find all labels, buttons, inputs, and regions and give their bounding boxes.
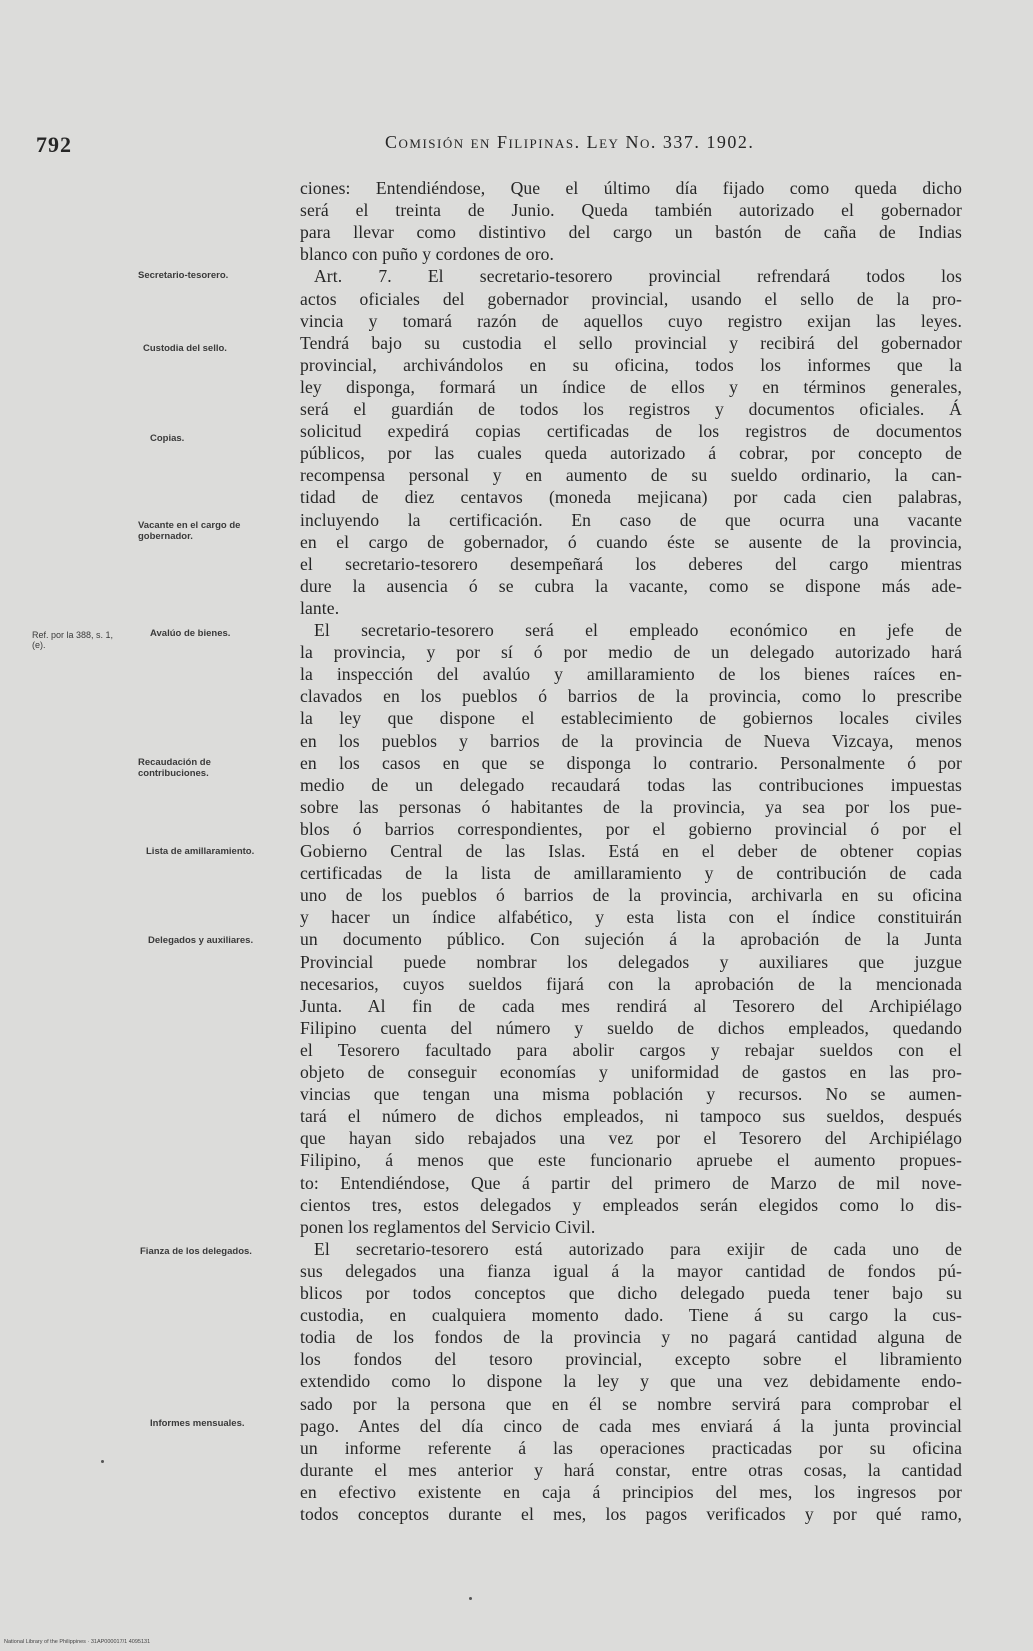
paper-speck <box>101 1460 104 1463</box>
body-line: certificadas de la lista de amillaramiento y de contribución de cada <box>300 863 962 884</box>
body-line: blos ó barrios correspondientes, por el gobierno provincial ó por el <box>300 818 962 839</box>
body-line: incluyendo la certificación. En caso de que ocurra una vacante <box>300 509 962 530</box>
body-line: tidad de diez centavos (moneda mejicana) por cada cien palabras, <box>300 487 962 508</box>
body-line: el Tesorero facultado para abolir cargos y rebajar sueldos con el <box>300 1039 962 1060</box>
marginal-note: Copias. <box>150 433 185 444</box>
marginal-note: Recaudación de contribuciones. <box>138 757 211 779</box>
body-line: recompensa personal y en aumento de su sueldo ordinario, la can- <box>300 465 962 486</box>
body-line: sado por la persona que en él se nombre servirá para comprobar el <box>300 1393 962 1414</box>
body-line: será el treinta de Junio. Queda también autorizado el gobernador <box>300 200 962 221</box>
body-line: Filipino cuenta del número y sueldo de dichos empleados, quedando <box>300 1017 962 1038</box>
body-line: todos conceptos durante el mes, los pagos verificados y por qué ramo, <box>300 1504 962 1524</box>
body-line: la inspección del avalúo y amillaramiento de los bienes raíces en- <box>300 664 962 685</box>
body-line: custodia, en cualquiera momento dado. Tiene á su cargo la cus- <box>300 1305 962 1326</box>
body-line: vincias que tengan una misma población y recursos. No se aumen- <box>300 1084 962 1105</box>
body-line: necesarios, cuyos sueldos fijará con la aprobación de la mencionada <box>300 973 962 994</box>
body-line: dure la ausencia ó se cubra la vacante, como se dispone más ade- <box>300 575 962 596</box>
body-line: en efectivo existente en caja á principios del mes, los ingresos por <box>300 1481 962 1502</box>
body-line: provincial, archivándolos en su oficina, todos los informes que la <box>300 354 962 375</box>
body-line: y hacer un índice alfabético, y esta lista con el índice constituirán <box>300 907 962 928</box>
body-line: durante el mes anterior y hará constar, entre otras cosas, la cantidad <box>300 1459 962 1480</box>
body-line: El secretario-tesorero está autorizado para exijir de cada uno de <box>314 1238 962 1259</box>
body-line: Filipino, á menos que este funcionario apruebe el aumento propues- <box>300 1150 962 1171</box>
body-line: cientos tres, estos delegados y empleados serán elegidos como lo dis- <box>300 1194 962 1215</box>
body-line: la ley que dispone el establecimiento de gobiernos locales civiles <box>300 708 962 729</box>
body-line: ciones: Entendiéndose, Que el último día fijado como queda dicho <box>300 178 962 198</box>
page-number: 792 <box>36 132 72 157</box>
body-line: solicitud expedirá copias certificadas de los registros de documentos <box>300 421 962 442</box>
marginal-note: Informes mensuales. <box>150 1418 245 1429</box>
body-line: blanco con puño y cordones de oro. <box>300 244 555 265</box>
body-line: públicos, por las cuales queda autorizado á cobrar, por concepto de <box>300 443 962 464</box>
body-line: medio de un delegado recaudará todas las contribuciones impuestas <box>300 774 962 795</box>
body-line: los fondos del tesoro provincial, excepto sobre el libramiento <box>300 1349 962 1370</box>
body-line: en los casos en que se disponga lo contrario. Personalmente ó por <box>300 752 962 773</box>
body-line: actos oficiales del gobernador provincial, usando el sello de la pro- <box>300 288 962 309</box>
body-line: sobre las personas ó habitantes de la provincia, ya sea por los pue- <box>300 796 962 817</box>
body-line: en los pueblos y barrios de la provincia de Nueva Vizcaya, menos <box>300 730 962 751</box>
body-line: lante. <box>300 597 340 618</box>
body-line: que hayan sido rebajados una vez por el Tesorero del Archipiélago <box>300 1128 962 1149</box>
marginal-note: Custodia del sello. <box>143 343 227 354</box>
body-line: vincia y tomará razón de aquellos cuyo registro exijan las leyes. <box>300 310 962 331</box>
body-line: clavados en los pueblos ó barrios de la provincia, como lo prescribe <box>300 686 962 707</box>
body-line: objeto de conseguir economías y uniformidad de gastos en las pro- <box>300 1062 962 1082</box>
reference-note: Ref. por la 388, s. 1, (e). <box>32 630 114 650</box>
body-line: todia de los fondos de la provincia y no pagará cantidad alguna de <box>300 1327 962 1348</box>
marginal-note: Secretario-tesorero. <box>138 270 229 281</box>
body-line: to: Entendiéndose, Que á partir del primero de Marzo de mil nove- <box>300 1172 962 1193</box>
body-line: sus delegados una fianza igual á la mayor cantidad de fondos pú- <box>300 1260 962 1281</box>
marginal-note: Vacante en el cargo de gobernador. <box>138 520 241 542</box>
body-line: uno de los pueblos ó barrios de la provincia, archivarla en su oficina <box>300 885 962 906</box>
body-line: tará el número de dichos empleados, ni tampoco sus sueldos, después <box>300 1106 962 1127</box>
body-line: ley disponga, formará un índice de ellos y en términos generales, <box>300 376 962 397</box>
body-line: un informe referente á las operaciones practicadas por su oficina <box>300 1437 962 1458</box>
marginal-note: Avalúo de bienes. <box>150 628 231 639</box>
body-line: Junta. Al fin de cada mes rendirá al Tesorero del Archipiélago <box>300 995 962 1016</box>
body-line: Art. 7. El secretario-tesorero provincial refrendará todos los <box>314 266 962 287</box>
body-line: Tendrá bajo su custodia el sello provincial y recibirá del gobernador <box>300 332 962 353</box>
marginal-note: Delegados y auxiliares. <box>148 935 254 946</box>
marginal-note: Lista de amillaramiento. <box>146 846 255 857</box>
body-line: blicos por todos conceptos que dicho delegado pueda tener bajo su <box>300 1283 962 1303</box>
body-line: Gobierno Central de las Islas. Está en el deber de obtener copias <box>300 841 962 861</box>
running-head: Comisión en Filipinas. Ley No. 337. 1902. <box>385 132 755 152</box>
body-line: será el guardián de todos los registros y documentos oficiales. Á <box>300 399 962 419</box>
body-line: El secretario-tesorero será el empleado económico en jefe de <box>314 620 962 640</box>
body-line: un documento público. Con sujeción á la aprobación de la Junta <box>300 929 962 950</box>
body-line: extendido como lo dispone la ley y que una vez debidamente endo- <box>300 1371 962 1392</box>
marginal-note: Fianza de los delegados. <box>140 1246 252 1257</box>
body-line: en el cargo de gobernador, ó cuando éste se ausente de la provincia, <box>300 531 962 552</box>
body-line: pago. Antes del día cinco de cada mes enviará á la junta provincial <box>300 1415 962 1436</box>
paper-speck <box>469 1597 472 1600</box>
body-line: para llevar como distintivo del cargo un bastón de caña de Indias <box>300 222 962 243</box>
footer-mark: National Library of the Philippines · 31AP000017/1 4095131 <box>4 1639 151 1645</box>
body-line: Provincial puede nombrar los delegados y auxiliares que juzgue <box>300 951 962 972</box>
body-line: ponen los reglamentos del Servicio Civil. <box>300 1216 596 1237</box>
body-line: la provincia, y por sí ó por medio de un delegado autorizado hará <box>300 642 962 663</box>
body-line: el secretario-tesorero desempeñará los deberes del cargo mientras <box>300 553 962 574</box>
